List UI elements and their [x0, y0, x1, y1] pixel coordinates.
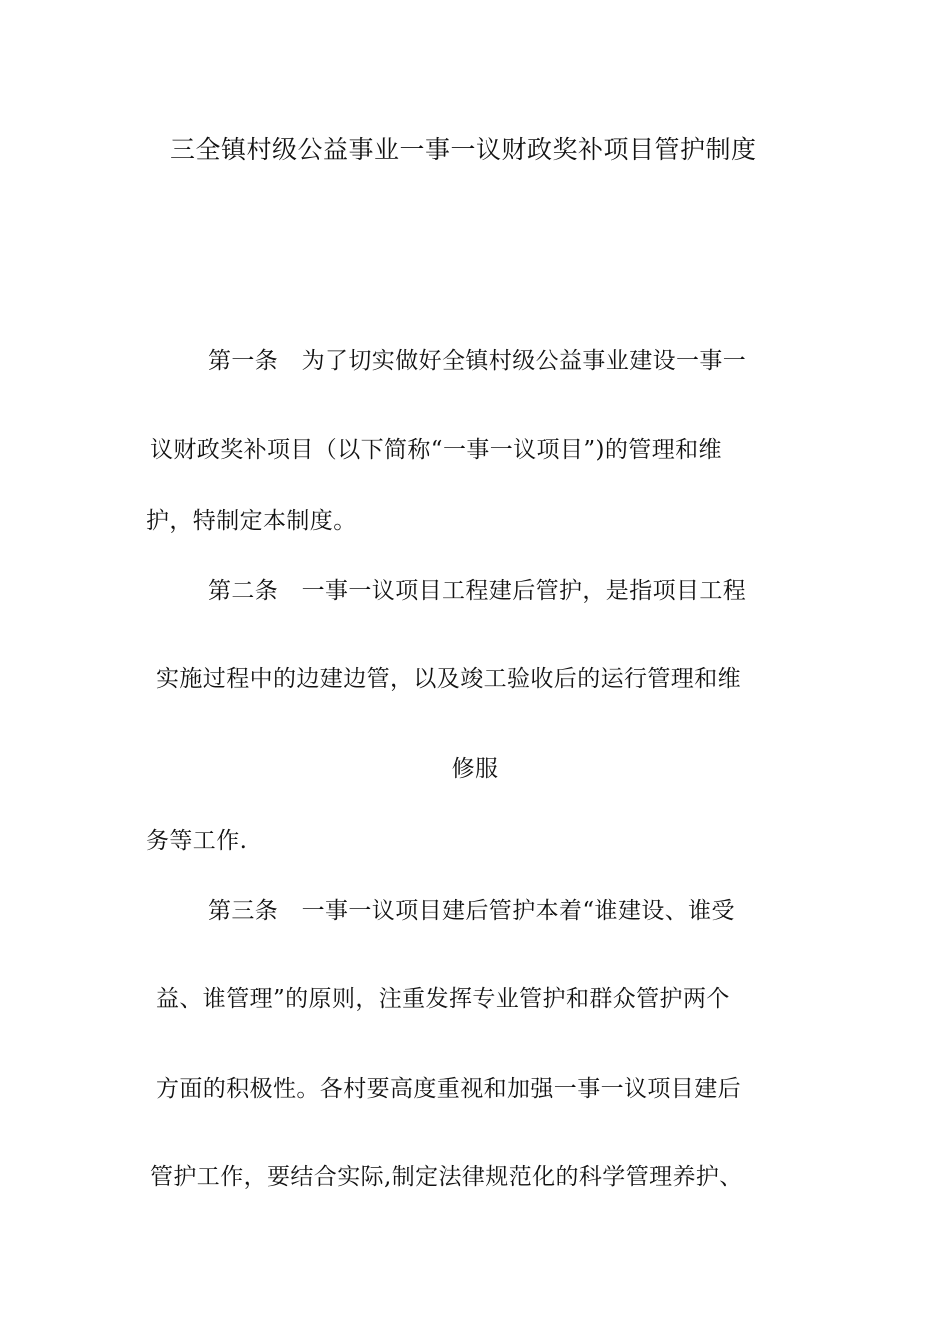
article-2-line-1: 第二条 一事一议项目工程建后管护，是指项目工程 [208, 578, 747, 604]
article-3-line-4: 管护工作，要结合实际,制定法律规范化的科学管理养护、 [150, 1164, 743, 1190]
article-1-line-1: 第一条 为了切实做好全镇村级公益事业建设一事一 [208, 348, 747, 374]
article-1-line-2: 议财政奖补项目（以下简称“一事一议项目”)的管理和维 [150, 437, 722, 463]
article-3-line-1: 第三条 一事一议项目建后管护本着“谁建设、谁受 [208, 898, 735, 924]
article-3-line-3: 方面的积极性。各村要高度重视和加强一事一议项目建后 [156, 1076, 741, 1102]
article-2-line-3: 修服 [451, 756, 499, 782]
article-2-line-4: 务等工作. [146, 828, 248, 854]
article-3-line-2: 益、谁管理”的原则，注重发挥专业管护和群众管护两个 [156, 986, 730, 1012]
document-title: 三全镇村级公益事业一事一议财政奖补项目管护制度 [170, 135, 757, 164]
article-2-line-2: 实施过程中的边建边管，以及竣工验收后的运行管理和维 [156, 666, 741, 692]
article-1-line-3: 护，特制定本制度。 [146, 508, 357, 534]
